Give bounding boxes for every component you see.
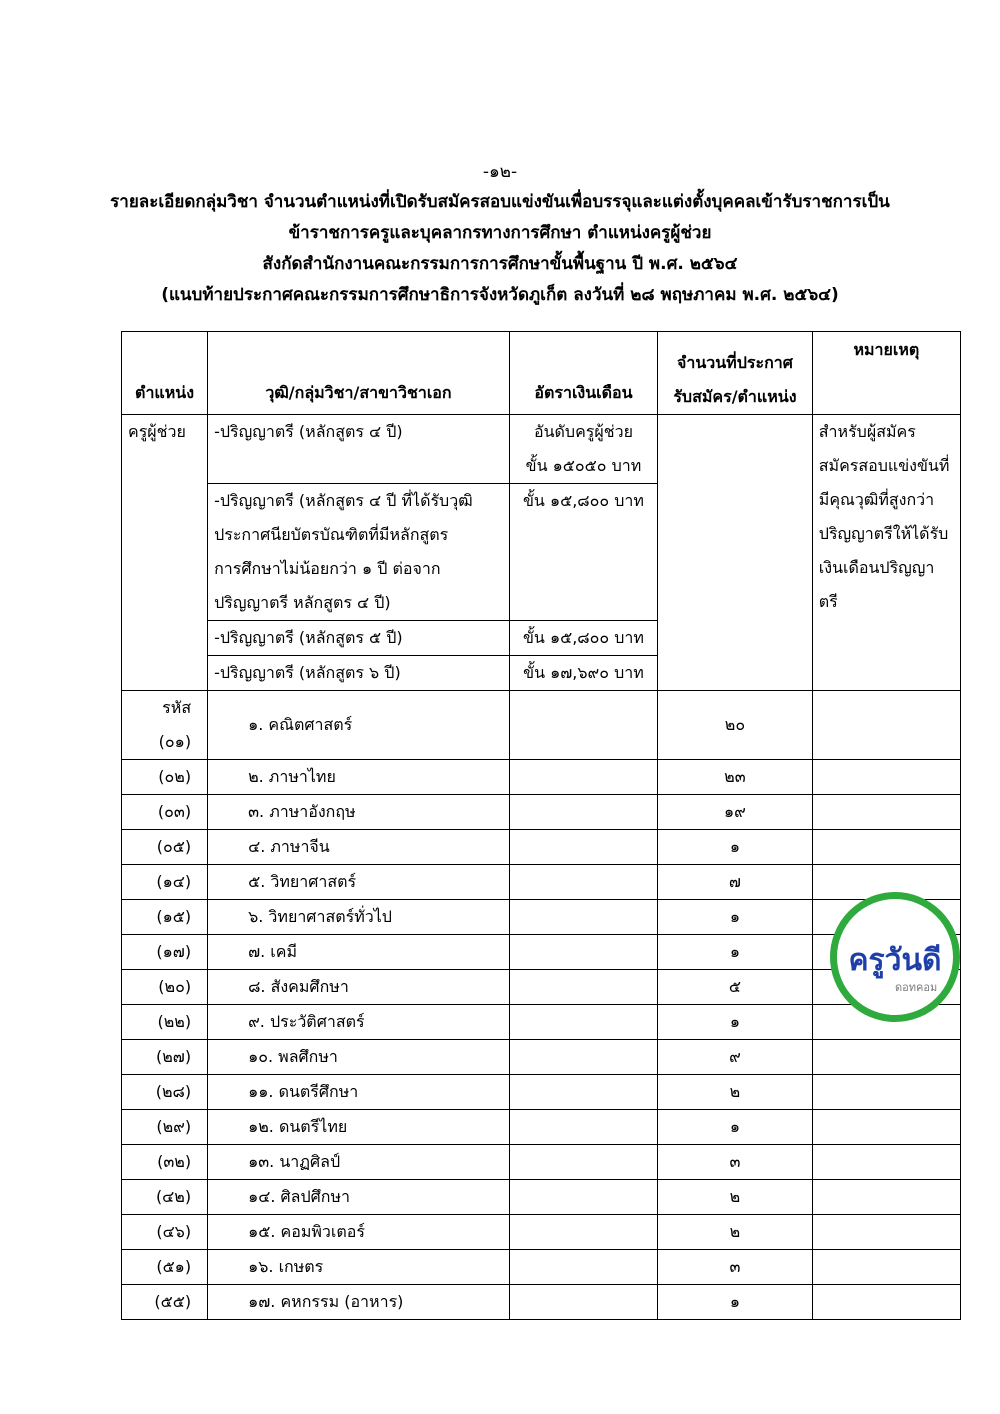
table-header-row — [122, 332, 961, 415]
subject-remarks — [812, 1250, 960, 1285]
subject-count: ๒ — [658, 1180, 813, 1215]
subject-count: ๑ — [658, 1285, 813, 1320]
qualification-line: ปริญญาตรี หลักสูตร ๔ ปี) — [214, 593, 391, 612]
subject-count: ๕ — [658, 970, 813, 1005]
remarks-line: สมัครสอบแข่งขันที่ — [818, 456, 950, 475]
table-row — [122, 760, 961, 795]
subject-code: (๑๔) — [122, 865, 208, 900]
subject-remarks — [812, 1145, 960, 1180]
subject-name: ๑๐. พลศึกษา — [208, 1040, 510, 1075]
subject-remarks — [812, 1110, 960, 1145]
subject-code: (๒๘) — [122, 1075, 208, 1110]
subject-count: ๒๐ — [658, 691, 813, 760]
watermark-sub-text: ดอทคอม — [895, 981, 938, 994]
subject-code: (๕๕) — [122, 1285, 208, 1320]
subject-salary — [509, 1215, 657, 1250]
subject-name: ๕. วิทยาศาสตร์ — [208, 865, 510, 900]
subject-code: (๓๒) — [122, 1145, 208, 1180]
document-title-line-2: ข้าราชการครูและบุคลากรทางการศึกษา ตำแหน่งครูผู้ช่วย — [288, 223, 712, 243]
subject-salary — [509, 970, 657, 1005]
table-row — [122, 900, 961, 935]
subject-code: (๑๕) — [122, 900, 208, 935]
subject-code: (๐๕) — [122, 830, 208, 865]
remarks-line: ตรี — [818, 592, 838, 611]
subject-code: (๒๙) — [122, 1110, 208, 1145]
subject-name: ๑. คณิตศาสตร์ — [208, 691, 510, 760]
table-row — [122, 1110, 961, 1145]
subject-code: (๐๓) — [122, 795, 208, 830]
degree-salary — [509, 415, 657, 484]
table-row — [122, 1250, 961, 1285]
subject-remarks — [812, 691, 960, 760]
subject-remarks — [812, 1075, 960, 1110]
subject-salary — [509, 1285, 657, 1320]
subject-code: (๐๒) — [122, 760, 208, 795]
watermark-logo — [830, 892, 960, 1022]
table-row — [122, 1180, 961, 1215]
subject-code: (๔๖) — [122, 1215, 208, 1250]
subject-code: รหัส (๐๑) — [122, 691, 208, 760]
document-title-line-4: (แนบท้ายประกาศคณะกรรมการศึกษาธิการจังหวัดภูเก็ต ลงวันที่ ๒๘ พฤษภาคม พ.ศ. ๒๕๖๔) — [161, 285, 839, 305]
qualification-line: ประกาศนียบัตรบัณฑิตที่มีหลักสูตร — [214, 525, 449, 544]
subject-count: ๒ — [658, 1075, 813, 1110]
subject-salary — [509, 760, 657, 795]
subject-count: ๓ — [658, 1250, 813, 1285]
subject-name: ๑๔. ศิลปศึกษา — [208, 1180, 510, 1215]
positions-table — [121, 331, 961, 1320]
document-title-line-1: รายละเอียดกลุ่มวิชา จำนวนตำแหน่งที่เปิดรับสมัครสอบแข่งขันเพื่อบรรจุและแต่งตั้งบุคคลเข้ารับราชการเป็น — [110, 192, 890, 212]
degree-qualification — [208, 484, 510, 621]
subject-salary — [509, 830, 657, 865]
subject-salary — [509, 795, 657, 830]
position-cell: ครูผู้ช่วย — [122, 415, 208, 691]
table-row — [122, 1215, 961, 1250]
header-remarks: หมายเหตุ — [812, 332, 960, 415]
subject-salary — [509, 1250, 657, 1285]
document-title-line-3: สังกัดสำนักงานคณะกรรมการการศึกษาขั้นพื้นฐาน ปี พ.ศ. ๒๕๖๔ — [262, 254, 738, 274]
subject-code: (๒๗) — [122, 1040, 208, 1075]
subject-remarks — [812, 760, 960, 795]
subject-salary — [509, 1005, 657, 1040]
table-row — [122, 830, 961, 865]
subject-count: ๗ — [658, 865, 813, 900]
subject-salary — [509, 900, 657, 935]
subject-salary — [509, 1075, 657, 1110]
subject-count: ๒ — [658, 1215, 813, 1250]
subject-name: ๑๖. เกษตร — [208, 1250, 510, 1285]
subject-name: ๑๕. คอมพิวเตอร์ — [208, 1215, 510, 1250]
subject-salary — [509, 1145, 657, 1180]
subject-name: ๒. ภาษาไทย — [208, 760, 510, 795]
header-count — [658, 332, 813, 415]
subject-remarks — [812, 795, 960, 830]
table-row — [122, 865, 961, 900]
qualification-line: การศึกษาไม่น้อยกว่า ๑ ปี ต่อจาก — [214, 559, 441, 578]
degree-salary: ขั้น ๑๕,๘๐๐ บาท — [509, 484, 657, 621]
subject-count: ๑ — [658, 1110, 813, 1145]
subject-salary — [509, 1040, 657, 1075]
subject-code: (๕๑) — [122, 1250, 208, 1285]
subject-code: (๒๐) — [122, 970, 208, 1005]
header-count-line-2: รับสมัคร/ตำแหน่ง — [673, 387, 797, 406]
subject-name: ๑๒. ดนตรีไทย — [208, 1110, 510, 1145]
header-count-line-1: จำนวนที่ประกาศ — [676, 353, 793, 372]
remarks-line: เงินเดือนปริญญา — [818, 558, 935, 577]
subject-remarks — [812, 1285, 960, 1320]
subject-count: ๙ — [658, 1040, 813, 1075]
subject-count: ๑ — [658, 1005, 813, 1040]
table-row — [122, 795, 961, 830]
subject-count: ๓ — [658, 1145, 813, 1180]
subject-count: ๑ — [658, 935, 813, 970]
remarks-line: ปริญญาตรีให้ได้รับ — [818, 524, 949, 543]
subject-salary — [509, 1180, 657, 1215]
subject-name: ๑๑. ดนตรีศึกษา — [208, 1075, 510, 1110]
table-row — [122, 1005, 961, 1040]
subject-remarks — [812, 1215, 960, 1250]
table-row — [122, 1040, 961, 1075]
degree-qualification: -ปริญญาตรี (หลักสูตร ๖ ปี) — [208, 656, 510, 691]
degree-row — [122, 415, 961, 484]
subject-name: ๑๓. นาฏศิลป์ — [208, 1145, 510, 1180]
header-salary: อัตราเงินเดือน — [509, 332, 657, 415]
degree-count-cell — [658, 415, 813, 691]
qualification-line: -ปริญญาตรี (หลักสูตร ๔ ปี ที่ได้รับวุฒิ — [214, 491, 473, 510]
header-qualification: วุฒิ/กลุ่มวิชา/สาขาวิชาเอก — [208, 332, 510, 415]
subject-salary — [509, 691, 657, 760]
subject-count: ๒๓ — [658, 760, 813, 795]
subject-code: (๒๒) — [122, 1005, 208, 1040]
subject-count: ๑๙ — [658, 795, 813, 830]
watermark-main-text: ครูวันดี — [848, 943, 942, 978]
table-row — [122, 1145, 961, 1180]
degree-salary: ขั้น ๑๗,๖๙๐ บาท — [509, 656, 657, 691]
salary-line: ขั้น ๑๕๐๕๐ บาท — [525, 456, 642, 475]
subject-name: ๗. เคมี — [208, 935, 510, 970]
subject-salary — [509, 865, 657, 900]
page-number: -๑๒- — [482, 162, 518, 182]
remarks-line: มีคุณวุฒิที่สูงกว่า — [818, 490, 935, 509]
subject-remarks — [812, 1040, 960, 1075]
degree-salary: ขั้น ๑๕,๘๐๐ บาท — [509, 621, 657, 656]
subject-salary — [509, 1110, 657, 1145]
remarks-line: สำหรับผู้สมัคร — [818, 422, 916, 441]
degree-qualification: -ปริญญาตรี (หลักสูตร ๕ ปี) — [208, 621, 510, 656]
header-position: ตำแหน่ง — [122, 332, 208, 415]
subject-name: ๓. ภาษาอังกฤษ — [208, 795, 510, 830]
subject-count: ๑ — [658, 830, 813, 865]
subject-name: ๑๗. คหกรรม (อาหาร) — [208, 1285, 510, 1320]
subject-count: ๑ — [658, 900, 813, 935]
table-row — [122, 1075, 961, 1110]
table-row — [122, 1285, 961, 1320]
subject-code: (๑๗) — [122, 935, 208, 970]
salary-line: อันดับครูผู้ช่วย — [533, 422, 633, 441]
subject-name: ๘. สังคมศึกษา — [208, 970, 510, 1005]
subject-rows — [122, 691, 961, 1320]
subject-code: (๔๒) — [122, 1180, 208, 1215]
subject-remarks — [812, 1180, 960, 1215]
remarks-cell — [812, 415, 960, 691]
degree-qualification: -ปริญญาตรี (หลักสูตร ๔ ปี) — [208, 415, 510, 484]
subject-name: ๖. วิทยาศาสตร์ทั่วไป — [208, 900, 510, 935]
subject-salary — [509, 935, 657, 970]
subject-remarks — [812, 830, 960, 865]
subject-name: ๔. ภาษาจีน — [208, 830, 510, 865]
table-row — [122, 691, 961, 760]
subject-name: ๙. ประวัติศาสตร์ — [208, 1005, 510, 1040]
